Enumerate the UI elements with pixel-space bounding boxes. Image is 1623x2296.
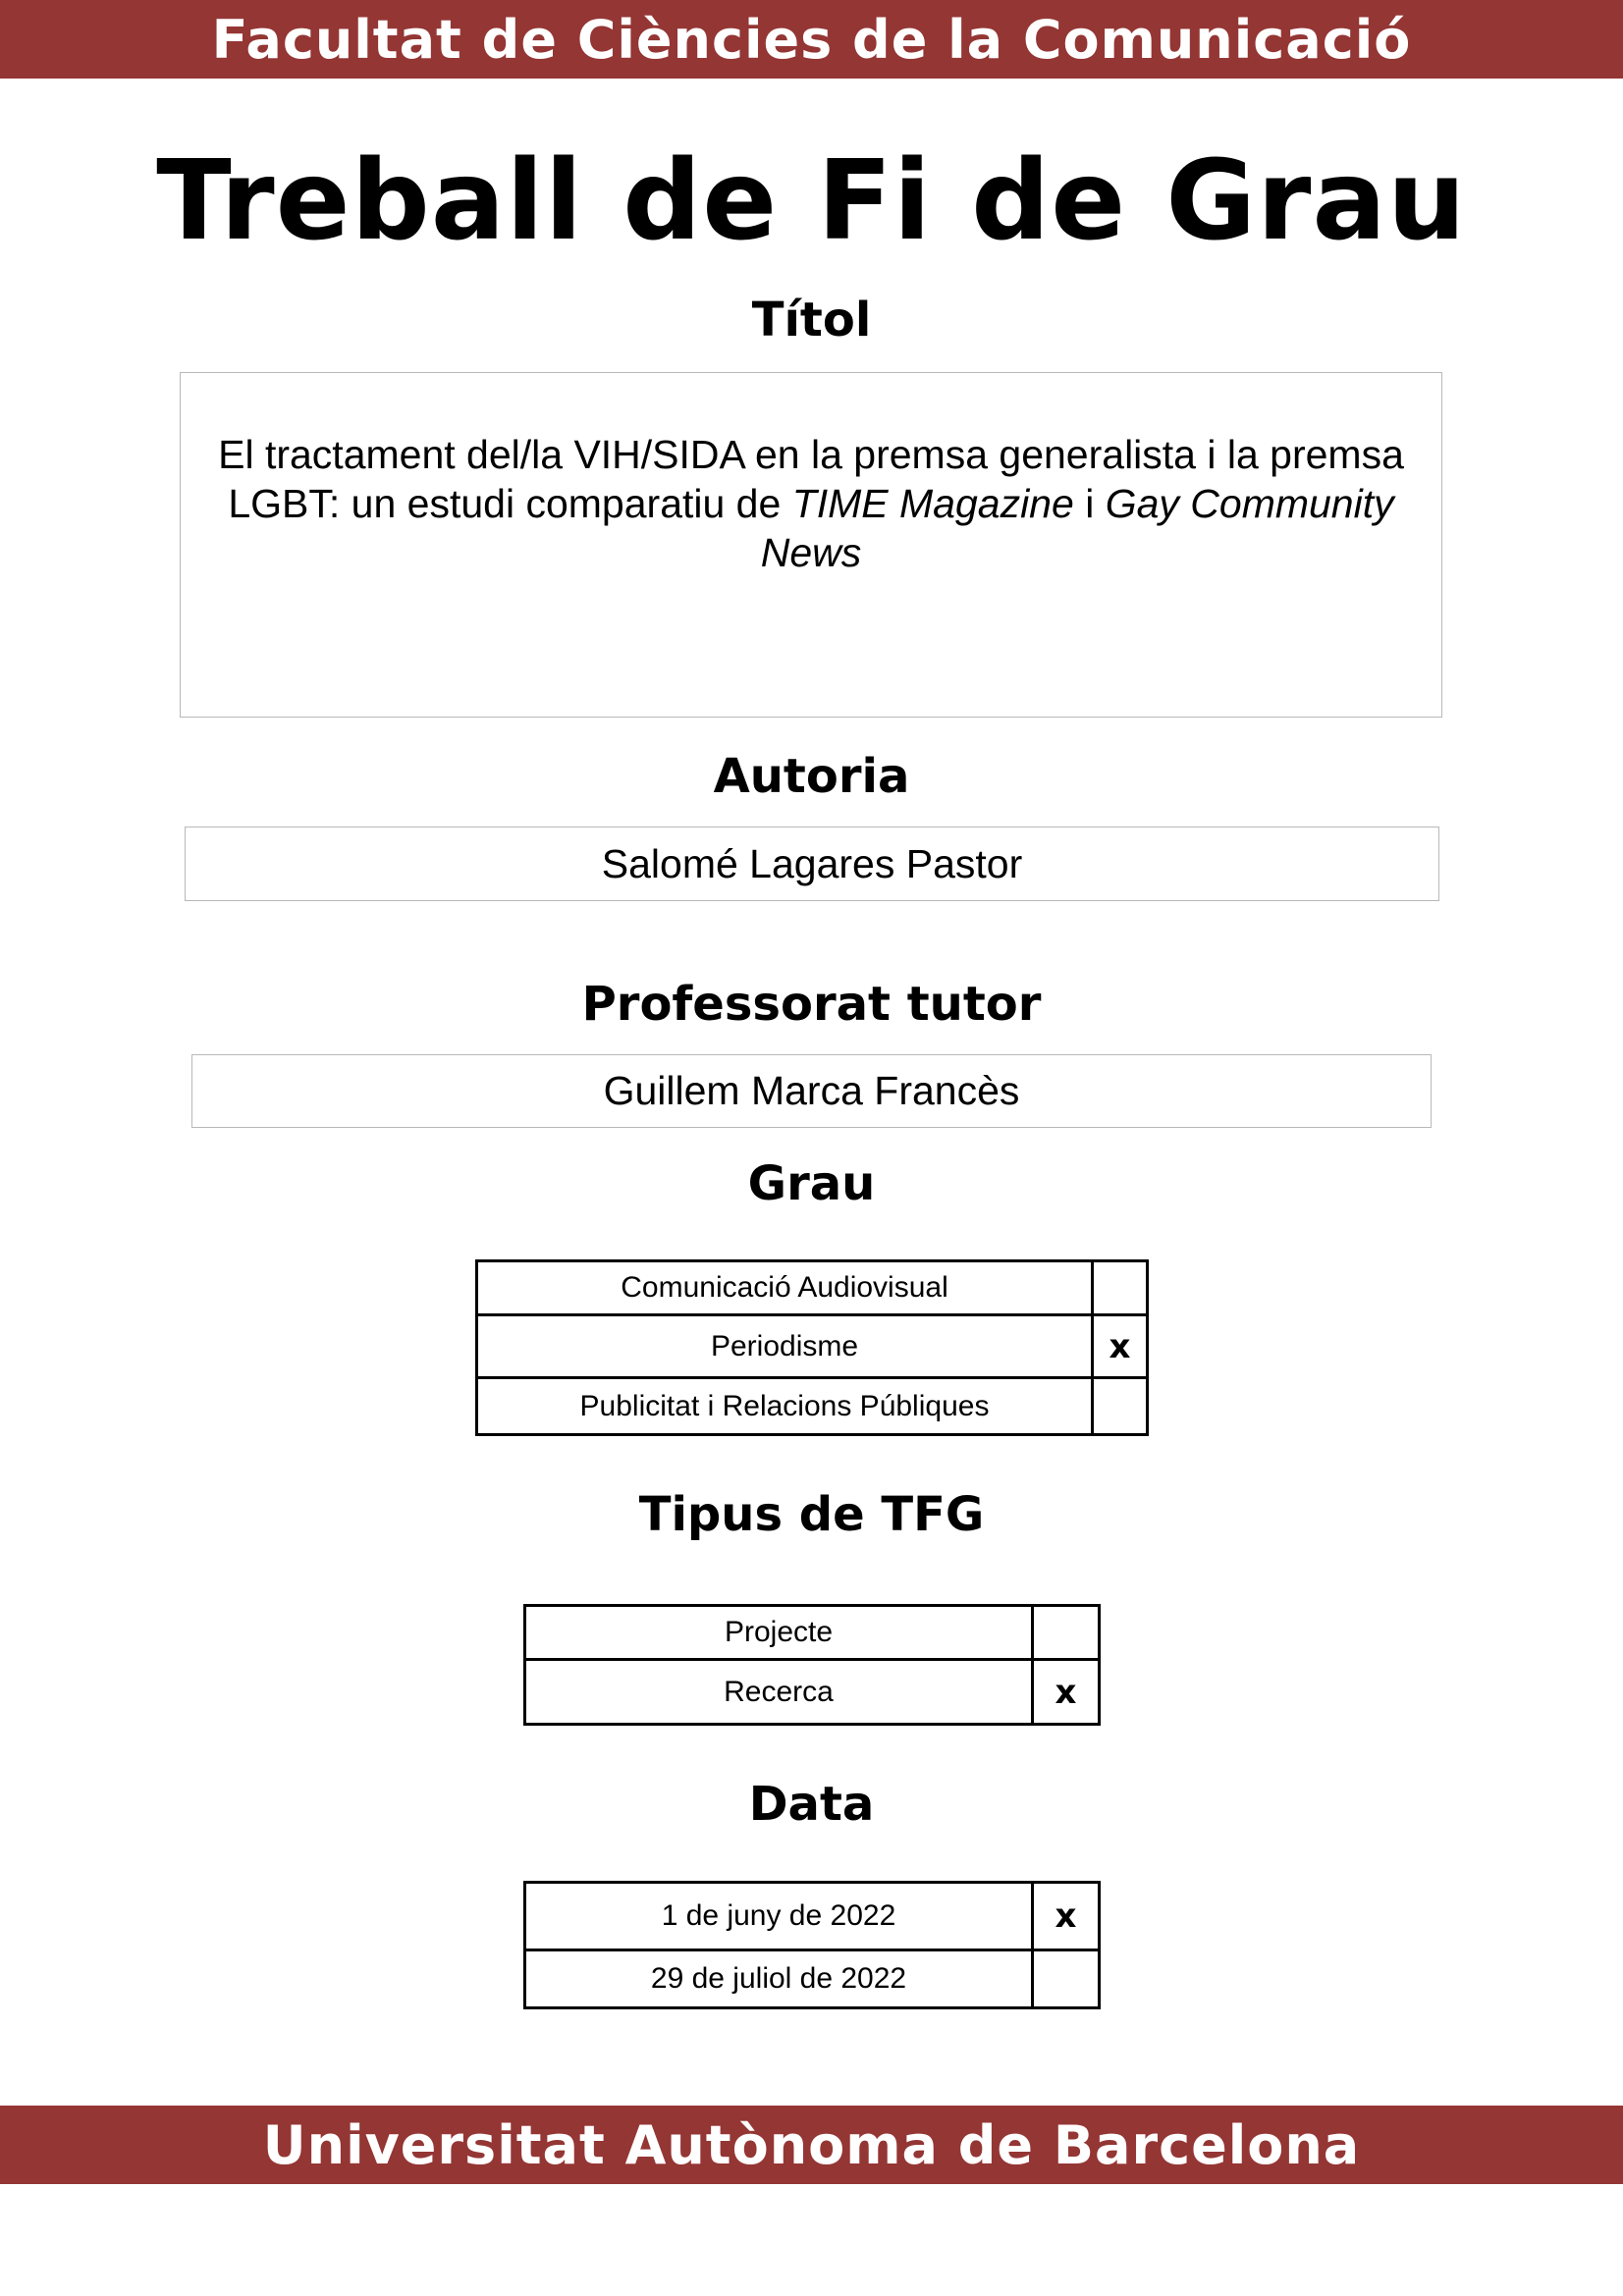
faculty-header-band [0,0,1623,79]
thesis-title-time-magazine: TIME Magazine [791,481,1074,526]
data-option-row [525,1883,1100,1950]
data-options-table [523,1881,1101,2009]
tutor-heading: Professorat tutor [581,977,1042,1032]
autoria-heading: Autoria [713,749,910,804]
author-name: Salomé Lagares Pastor [601,840,1023,886]
faculty-name: Facultat de Ciències de la Comunicació [211,8,1412,71]
grau-option-label: Publicitat i Relacions Públiques [477,1378,1093,1435]
university-name: Universitat Autònoma de Barcelona [262,2113,1361,2176]
data-option-checkbox[interactable]: x [1033,1883,1100,1950]
grau-heading: Grau [747,1156,876,1211]
document-title: Treball de Fi de Grau [156,137,1467,265]
tipus-option-row [525,1606,1100,1660]
grau-option-checkbox[interactable]: x [1093,1315,1148,1378]
thesis-title-box [180,372,1442,718]
tipus-option-label: Recerca [525,1660,1033,1725]
grau-option-label: Periodisme [477,1315,1093,1378]
data-option-label: 29 de juliol de 2022 [525,1950,1033,2008]
tipus-option-checkbox[interactable]: x [1033,1660,1100,1725]
tutor-box [191,1054,1432,1128]
data-option-checkbox[interactable] [1033,1950,1100,2008]
thesis-title-text [214,430,1408,577]
grau-option-checkbox[interactable] [1093,1261,1148,1315]
thesis-title-part-1: El tractament del/la VIH/SIDA en la premsa generalista i la premsa LGBT: un estudi comparatiu de [218,432,1404,526]
grau-option-row [477,1378,1148,1435]
university-footer-band [0,2106,1623,2184]
tipus-option-row [525,1660,1100,1725]
grau-options-table [475,1259,1149,1436]
grau-option-row [477,1315,1148,1378]
tipus-heading: Tipus de TFG [638,1487,985,1542]
grau-option-checkbox[interactable] [1093,1378,1148,1435]
tipus-option-checkbox[interactable] [1033,1606,1100,1660]
titol-heading: Títol [751,293,872,347]
tipus-option-label: Projecte [525,1606,1033,1660]
data-option-label: 1 de juny de 2022 [525,1883,1033,1950]
data-option-row [525,1950,1100,2008]
thesis-title-part-3: i [1073,481,1106,526]
data-heading: Data [748,1777,875,1832]
author-box [185,827,1439,901]
grau-option-row [477,1261,1148,1315]
tutor-name: Guillem Marca Francès [603,1068,1020,1113]
grau-option-label: Comunicació Audiovisual [477,1261,1093,1315]
thesis-title-gay-community-news: Gay Community News [760,481,1394,575]
tipus-options-table [523,1604,1101,1726]
